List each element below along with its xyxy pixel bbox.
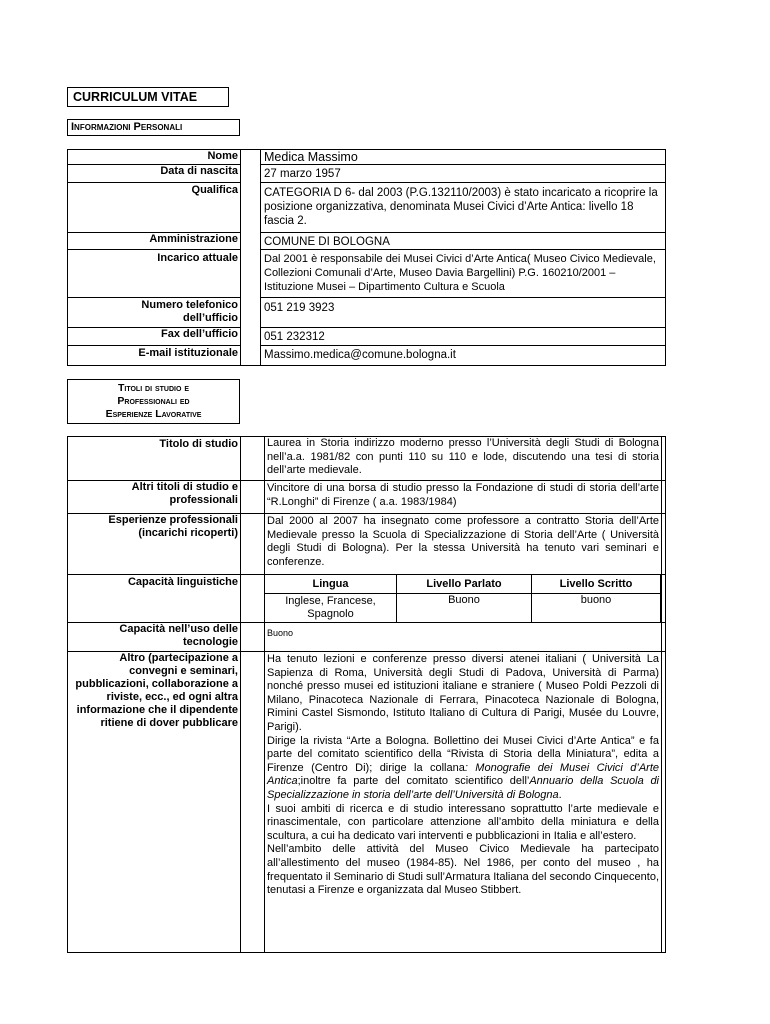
cv-title: CURRICULUM VITAE: [67, 87, 229, 107]
label-altri-titoli: Altri titoli di studio e professionali: [131, 481, 238, 506]
lang-cell: Inglese, Francese, Spagnolo: [265, 594, 397, 623]
label-fax: Fax dell’ufficio: [160, 328, 238, 340]
altro-paragraph: [267, 735, 659, 803]
value-titolo-studio: Laurea in Storia indirizzo moderno presso l’Università degli Studi di Bologna nell’a.a. 1981/82 con punti 110 su 110 e lode, discutendo una tesi di storia dell’arte medievale.: [267, 437, 659, 477]
altro-italic: : Monografie dei Musei Civici d’Arte Antica: [267, 761, 659, 788]
label-amministrazione: Amministrazione: [149, 233, 238, 245]
education-heading-line: Professionali ed: [117, 395, 190, 407]
row-line: [260, 182, 666, 183]
lang-header: Livello Scritto: [532, 575, 661, 594]
altro-italic: Annuario della Scuola di Specializzazione in storia dell’arte dell’Università di Bologna: [267, 775, 660, 801]
languages-table: [264, 574, 661, 623]
education-heading: [67, 379, 240, 424]
label-qualifica: Qualifica: [191, 184, 238, 196]
value-altro: [265, 653, 661, 898]
education-heading-line: Esperienze Lavorative: [105, 408, 202, 420]
row-line: [260, 327, 666, 328]
value-email: Massimo.medica@comune.bologna.it: [264, 349, 456, 361]
label-nome: Nome: [207, 150, 238, 162]
value-altri-titoli: Vincitore di una borsa di studio presso la Fondazione di studi di storia dell’arte “R.Longhi” di Firenze ( a.a. 1983/1984): [267, 482, 659, 508]
value-incarico-attuale: Dal 2001 è responsabile dei Musei Civici d’Arte Antica( Museo Civico Medievale, Collezioni Comunali d’Arte, Museo Davia Bargellini) P.G. 160210/2001 – Istituzione Musei – Dipartimento Cultura e Scuola: [264, 253, 656, 293]
row-line: [260, 232, 666, 233]
lang-header: Lingua: [265, 575, 397, 594]
row-line: [67, 345, 240, 346]
altro-paragraph: I suoi ambiti di ricerca e di studio interessano soprattutto l’arte medievale e rinascimentale, con particolare attenzione all’ambito della miniatura e della scultura, a cui ha dedicato vari interventi e pubblicazioni in Italia e all’estero.: [267, 802, 659, 842]
label-data-nascita: Data di nascita: [160, 165, 238, 177]
label-titolo-studio: Titolo di studio: [159, 438, 238, 450]
lang-cell: buono: [532, 594, 661, 623]
label-incarico-attuale: Incarico attuale: [157, 252, 238, 264]
row-line: [67, 249, 240, 250]
row-line: [260, 345, 666, 346]
value-tecnologie: Buono: [267, 628, 294, 638]
value-data-nascita: 27 marzo 1957: [264, 168, 341, 180]
lang-header: Livello Parlato: [397, 575, 532, 594]
label-altro: Altro (partecipazione a convegni e seminari, pubblicazioni, collaborazione a riviste, ecc., ed ogni altra informazione che il dipendente ritiene di dover pubblicare: [75, 652, 238, 729]
altro-paragraph: Ha tenuto lezioni e conferenze presso diversi atenei italiani ( Università La Sapienza di Roma, Università degli Studi di Padova, Università di Parma) nonché presso musei ed istituzioni italiane e straniere ( Museo Poldi Pezzoli di Milano, Pinacoteca Nazionale di Ferrara, Pinacoteca Nazionale di Bologna, Rimini Castel Sismondo, Istituto Italiano di Cultura di Parigi, Musée du Louvre, Parigi).: [267, 653, 659, 733]
personal-info-heading: Informazioni Personali: [67, 119, 240, 136]
value-esperienze: Dal 2000 al 2007 ha insegnato come professore a contratto Storia dell’Arte Medievale presso la Scuola di Specializzazione di Storia dell’Arte ( Università degli Studi di Bologna). Per la stessa Università ha tenuto vari seminari e conferenze.: [267, 515, 659, 568]
value-amministrazione: COMUNE DI BOLOGNA: [264, 236, 390, 248]
altro-text: ;inoltre fa parte del comitato scientifico dell’: [297, 775, 530, 788]
label-esperienze: Esperienze professionali (incarichi ricoperti): [108, 514, 238, 539]
column-divider: [240, 149, 241, 366]
value-nome: Medica Massimo: [264, 150, 358, 164]
label-email: E-mail istituzionale: [138, 347, 238, 359]
row-line: [260, 297, 666, 298]
value-telefono: 051 219 3923: [264, 302, 335, 314]
education-heading-line: Titoli di studio e: [117, 382, 190, 394]
row-line: [67, 182, 240, 183]
altro-text: .: [558, 788, 562, 801]
value-fax: 051 232312: [264, 331, 325, 343]
label-telefono: Numero telefonico dell’ufficio: [141, 299, 238, 324]
altro-paragraph: Nell’ambito delle attività del Museo Civico Medievale ha partecipato all’allestimento del museo (1984-85). Nel 1986, per conto del museo , ha frequentato il Seminario di Studi sull’Armatura Italiana del secondo Cinquecento, tenutasi a Firenze e organizzata dal Museo Stibbert.: [267, 843, 659, 897]
value-qualifica: CATEGORIA D 6- dal 2003 (P.G.132110/2003) è stato incaricato a ricoprire la posizione organizzativa, denominata Musei Civici d’Arte Antica: livello 18 fascia 2.: [264, 187, 658, 227]
row-line: [67, 297, 240, 298]
altro-text: Dirige la rivista “Arte a Bologna. Bollettino dei Musei Civici d’Arte Antica” e fa parte del comitato scientifico della “Rivista di Storia della Miniatura”, edita a Firenze (Centro Di); dirige la collana: [267, 734, 659, 774]
lang-cell: Buono: [397, 594, 532, 623]
label-tecnologie: Capacità nell’uso delle tecnologie: [119, 623, 238, 648]
label-lingue: Capacità linguistiche: [127, 576, 238, 588]
